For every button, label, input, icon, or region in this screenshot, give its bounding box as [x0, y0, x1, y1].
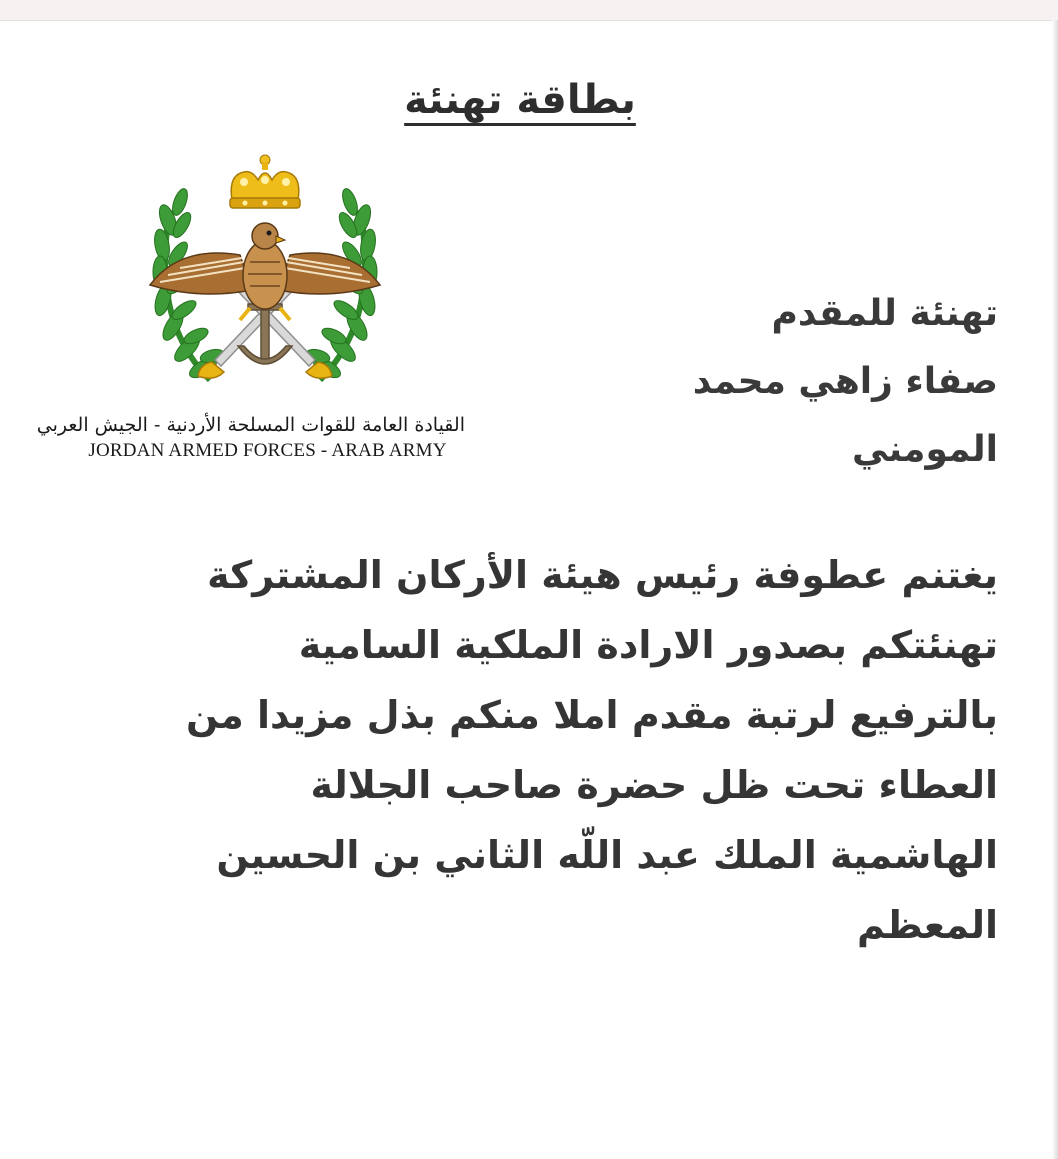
top-strip [0, 0, 1058, 21]
message-line: المعظم [856, 903, 998, 947]
recipient-line-rank: تهنئة للمقدم [771, 293, 998, 334]
message-line: بالترفيع لرتبة مقدم املا منكم بذل مزيدا من [186, 693, 998, 737]
message-line: تهنئتكم بصدور الارادة الملكية السامية [298, 623, 998, 667]
recipient-block [578, 280, 998, 484]
recipient-line-name: صفاء زاهي محمد [692, 361, 998, 402]
message-line: العطاء تحت ظل حضرة صاحب الجلالة [310, 763, 998, 807]
message-body [58, 540, 998, 960]
recipient-line-surname: المومني [852, 429, 998, 470]
card-title: بطاقة تهنئة [404, 77, 636, 123]
emblem-caption-english: JORDAN ARMED FORCES - ARAB ARMY [88, 440, 447, 461]
emblem-caption-arabic: القيادة العامة للقوات المسلحة الأردنية - الجيش العربي [36, 414, 465, 436]
jaf-emblem-logo [140, 150, 390, 400]
crown-icon [230, 155, 300, 208]
message-line: يغتنم عطوفة رئيس هيئة الأركان المشتركة [207, 553, 998, 597]
page-edge-shadow [1052, 20, 1058, 1159]
message-line: الهاشمية الملك عبد اللّه الثاني بن الحسين [216, 833, 998, 877]
